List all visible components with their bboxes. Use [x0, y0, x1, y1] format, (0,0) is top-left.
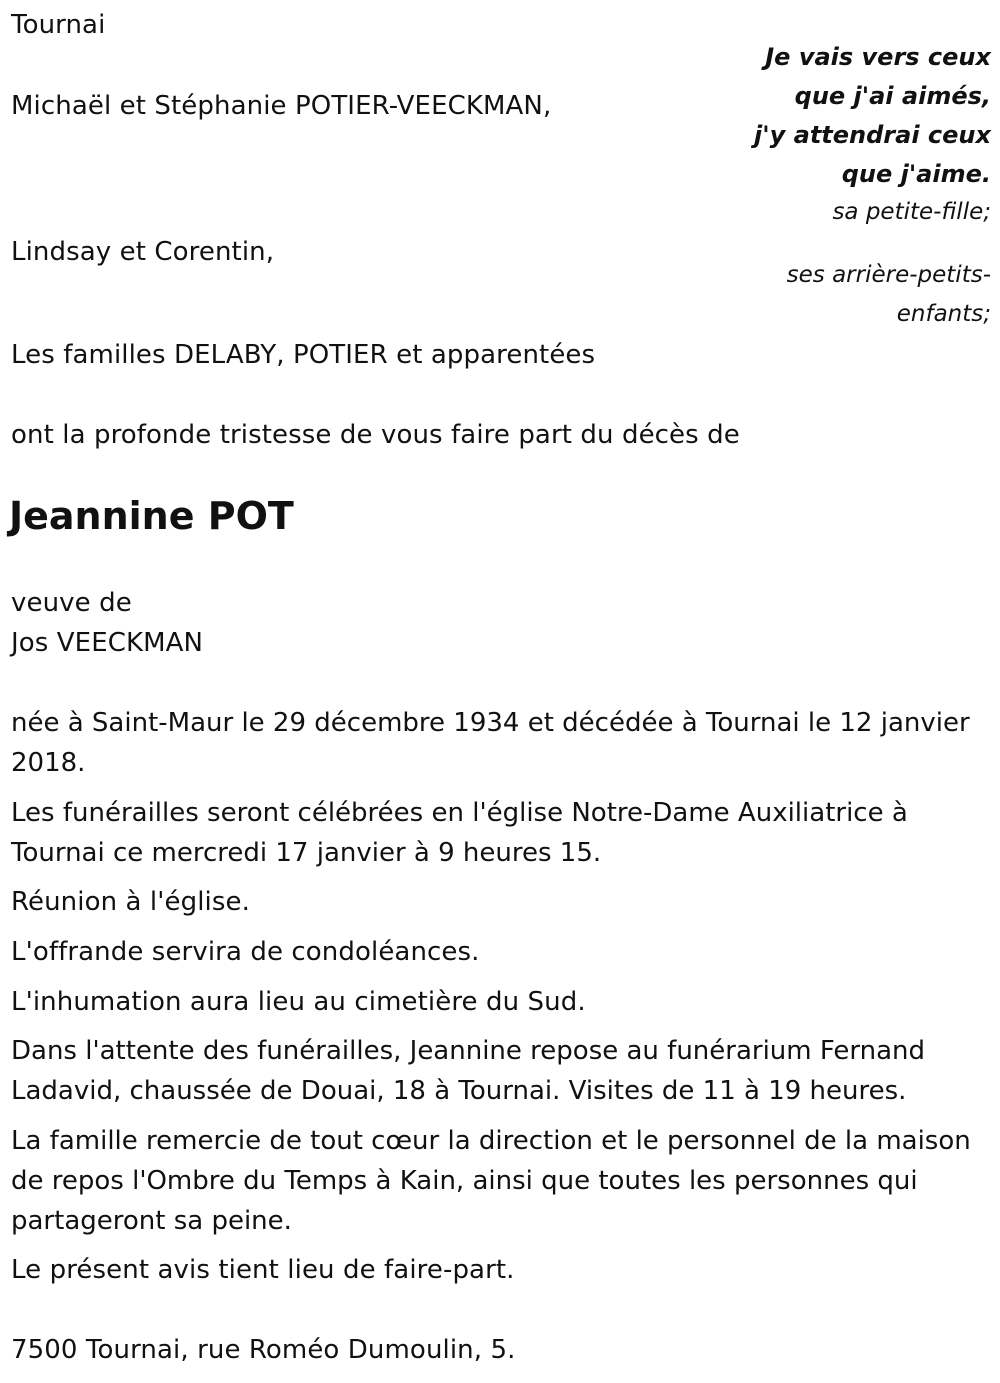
great-grandchildren-names: Lindsay et Corentin,: [11, 237, 275, 267]
burial-paragraph: L'inhumation aura lieu au cimetière du Sud.: [11, 987, 586, 1017]
birth-death-paragraph: née à Saint-Maur le 29 décembre 1934 et décédée à Tournai le 12 janvier 2018.: [11, 708, 970, 778]
families-line: Les familles DELABY, POTIER et apparentées: [11, 340, 596, 370]
funeral-paragraph: Les funérailles seront célébrées en l'église Notre-Dame Auxiliatrice à Tournai ce mercredi 17 janvier à 9 heures 15.: [11, 798, 908, 868]
great-grandchildren-role-1: ses arrière-petits-: [786, 262, 991, 288]
poem-line-2: que j'ai aimés,: [794, 82, 991, 110]
thanks-paragraph: La famille remercie de tout cœur la direction et le personnel de la maison de repos l'Ombre du Temps à Kain, ainsi que toutes les personnes qui partageront sa peine.: [11, 1126, 971, 1236]
poem-line-4: que j'aime.: [841, 160, 991, 188]
poem-line-3: j'y attendrai ceux: [754, 121, 991, 149]
widow-of-label: veuve de: [11, 588, 132, 618]
address-line: 7500 Tournai, rue Roméo Dumoulin, 5.: [11, 1335, 516, 1365]
spouse-name: Jos VEECKMAN: [11, 628, 204, 658]
deceased-name: Jeannine POT: [9, 494, 294, 538]
announcement-intro: ont la profonde tristesse de vous faire part du décès de: [11, 420, 740, 450]
grandchild-role: sa petite-fille;: [832, 199, 991, 225]
poem-line-1: Je vais vers ceux: [765, 43, 991, 71]
great-grandchildren-role-2: enfants;: [896, 301, 991, 327]
notice-paragraph: Le présent avis tient lieu de faire-part.: [11, 1255, 515, 1285]
city-heading: Tournai: [11, 10, 106, 40]
children-names: Michaël et Stéphanie POTIER-VEECKMAN,: [11, 91, 552, 121]
meeting-paragraph: Réunion à l'église.: [11, 887, 250, 917]
viewing-paragraph: Dans l'attente des funérailles, Jeannine repose au funérarium Fernand Ladavid, chaussée de Douai, 18 à Tournai. Visites de 11 à 19 heures.: [11, 1036, 926, 1106]
offering-paragraph: L'offrande servira de condoléances.: [11, 937, 480, 967]
